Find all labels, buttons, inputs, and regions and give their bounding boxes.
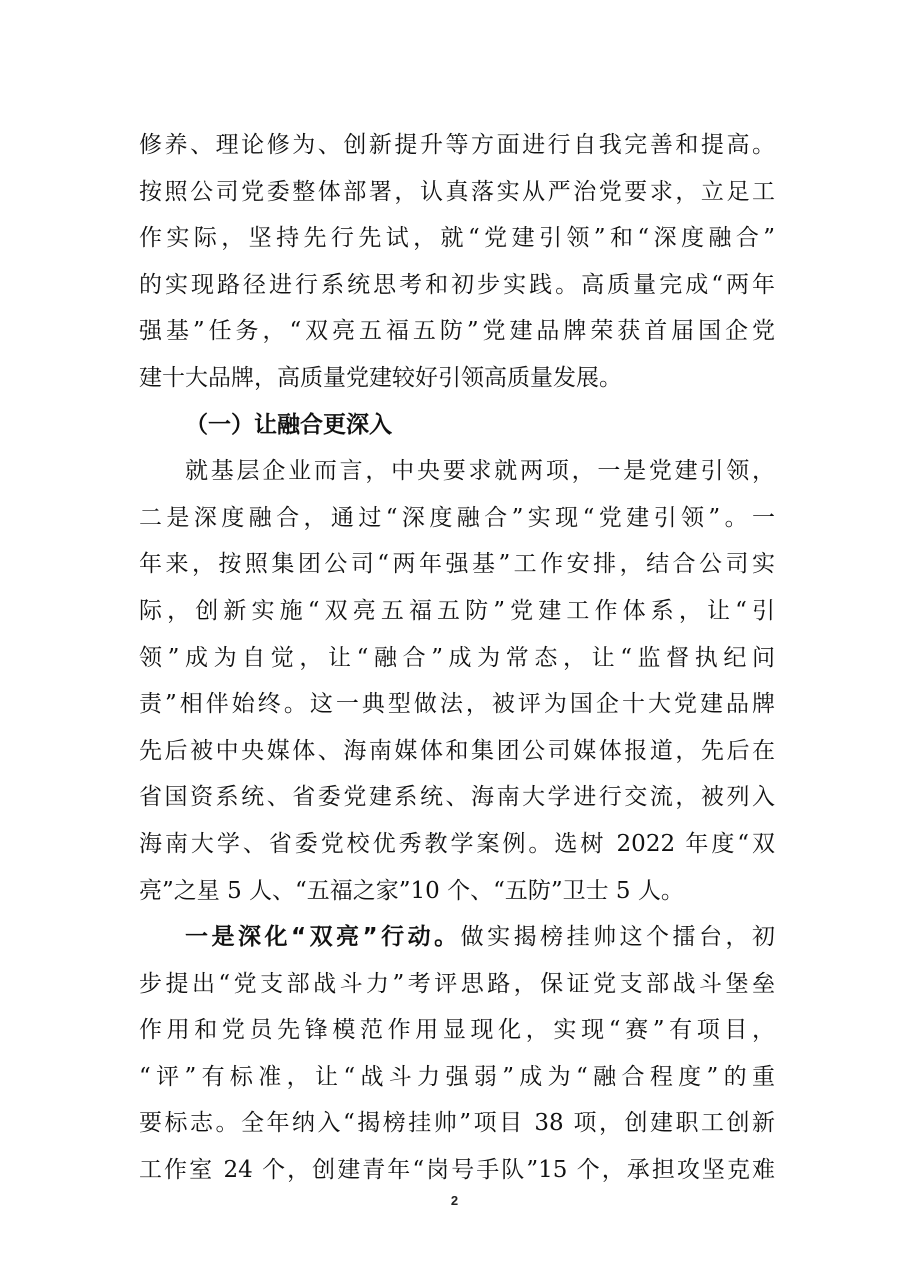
text-line: 作实际，坚持先行先试，就“党建引领”和“深度融合” bbox=[139, 225, 775, 252]
text-line: 步提出“党支部战斗力”考评思路，保证党支部战斗堡垒 bbox=[139, 970, 775, 997]
section-heading: （一）让融合更深入 bbox=[185, 411, 392, 438]
text-line: 年来，按照集团公司“两年强基”工作安排，结合公司实 bbox=[139, 551, 775, 578]
text-line: 的实现路径进行系统思考和初步实践。高质量完成“两年 bbox=[139, 271, 775, 298]
text-line: “评”有标准，让“战斗力强弱”成为“融合程度”的重 bbox=[139, 1063, 775, 1090]
text-line: 先后被中央媒体、海南媒体和集团公司媒体报道，先后在 bbox=[139, 737, 775, 764]
text-line: 作用和党员先锋模范作用显现化，实现“赛”有项目， bbox=[139, 1017, 775, 1044]
text-line: 按照公司党委整体部署，认真落实从严治党要求，立足工 bbox=[139, 178, 775, 205]
text-line bbox=[139, 914, 775, 961]
text-line: 强基”任务，“双亮五福五防”党建品牌荣获首届国企党 bbox=[139, 318, 775, 345]
document-body bbox=[139, 122, 775, 1194]
text-line: 建十大品牌，高质量党建较好引领高质量发展。 bbox=[139, 364, 622, 391]
text-line: 工作室 24 个，创建青年“岗号手队”15 个，承担攻坚克难 bbox=[139, 1157, 775, 1184]
text-line: 就基层企业而言，中央要求就两项，一是党建引领， bbox=[185, 458, 775, 485]
text-line: 亮”之星 5 人、“五福之家”10 个、“五防”卫士 5 人。 bbox=[139, 877, 684, 904]
text-run: 做实揭榜挂帅这个擂台，初 bbox=[460, 924, 775, 951]
page-number: 2 bbox=[450, 1193, 459, 1208]
text-line: 责”相伴始终。这一典型做法，被评为国企十大党建品牌 bbox=[139, 691, 775, 718]
text-line: 省国资系统、省委党建系统、海南大学进行交流，被列入 bbox=[139, 784, 775, 811]
text-line: 领”成为自觉，让“融合”成为常态，让“监督执纪问 bbox=[139, 644, 775, 671]
text-line: 要标志。全年纳入“揭榜挂帅”项目 38 项，创建职工创新 bbox=[139, 1110, 775, 1137]
text-line: 海南大学、省委党校优秀教学案例。选树 2022 年度“双 bbox=[139, 830, 775, 857]
text-line: 二是深度融合，通过“深度融合”实现“党建引领”。一 bbox=[139, 504, 775, 531]
subsection-lead: 一是深化“双亮”行动。 bbox=[185, 924, 461, 951]
text-line: 修养、理论修为、创新提升等方面进行自我完善和提高。 bbox=[139, 132, 775, 158]
text-line: 际，创新实施“双亮五福五防”党建工作体系，让“引 bbox=[139, 597, 775, 624]
